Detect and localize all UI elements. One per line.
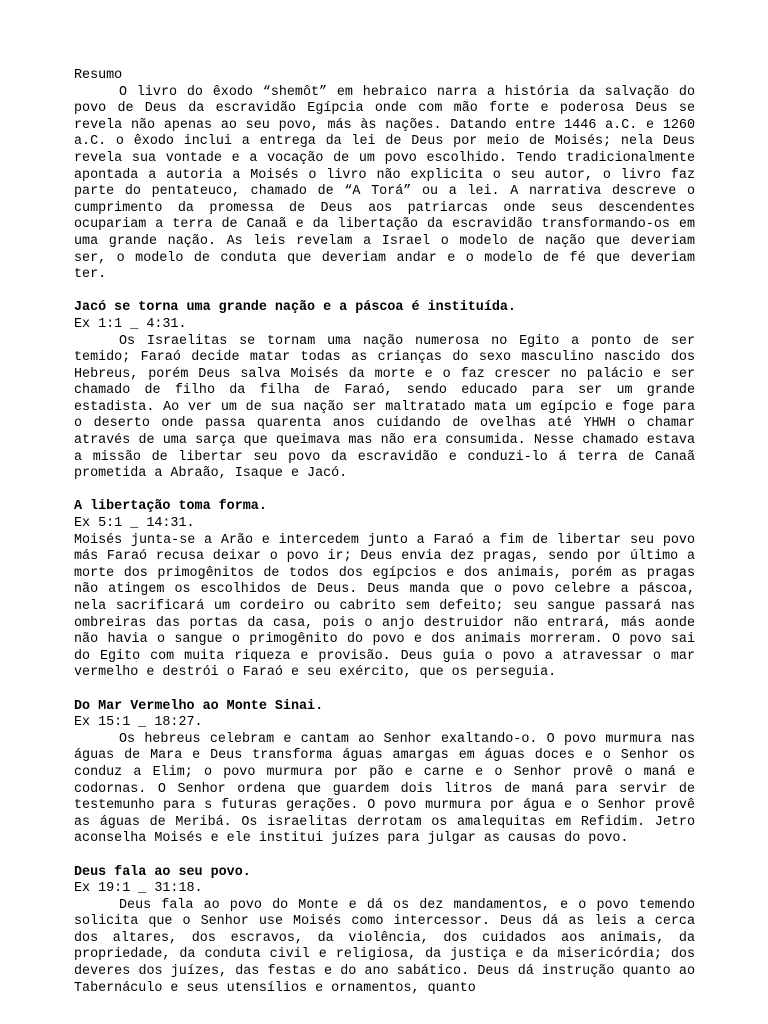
summary-paragraph: O livro do êxodo “shemôt” em hebraico narra a história da salvação do povo de Deus da escravidão Egípcia onde com mão forte e poderosa Deus se revela não apenas ao seu povo, más às nações. Datando entre 1446 a.C. e 1260 a.C. o êxodo inclui a entrega da lei de Deus por meio de Moisés; nela Deus revela sua vontade e a vocação de um povo escolhido. Tendo tradicionalmente apontada a autoria a Moisés o livro não explicita o seu autor, o livro faz parte do pentateuco, chamado de “A Torá” ou a lei. A narrativa descreve o cumprimento da promessa de Deus aos patriarcas onde seus descendentes ocupariam a terra de Canaã e da libertação da escravidão transformando-os em uma grande nação. As leis revelam a Israel o modelo de nação que deveriam ser, o modelo de conduta que deveriam andar e o modelo de fé que deveriam ter. [74,84,695,283]
section-paragraph-4: Deus fala ao povo do Monte e dá os dez mandamentos, e o povo temendo solicita que o Senhor use Moisés como intercessor. Deus dá as leis a cerca dos altares, dos escravos, da violência, dos cuidados aos animais, da propriedade, da conduta civil e religiosa, da justiça e da misericórdia; dos deveres dos juízes, das festas e do ano sabático. Deus dá instrução quanto ao Tabernáculo e seus utensílios e ornamentos, quanto [74,897,695,996]
section-heading-2: A libertação toma forma. [74,499,267,515]
section-paragraph-2: Moisés junta-se a Arão e intercedem junto a Faraó a fim de libertar seu povo más Faraó recusa deixar o povo ir; Deus envia dez pragas, sendo por último a morte dos primogênitos de todos dos egípcios e dos animais, porém as pragas não atingem os escolhidos de Deus. Deus manda que o povo celebre a páscoa, nela sacrificará um cordeiro ou cabrito sem defeito; seu sangue passará nas ombreiras das portas da casa, pois o anjo destruidor não entrará, más aonde não havia o sangue o primogênito do povo e dos animais morreram. O povo sai do Egito com muita riqueza e provisão. Deus guia o povo a atravessar o mar vermelho e destrói o Faraó e seu exército, que os perseguia. [74,532,695,681]
section-reference-4: Ex 19:1 _ 31:18. [74,881,203,897]
document-body [74,68,695,997]
section-reference-2: Ex 5:1 _ 14:31. [74,516,195,532]
summary-title: Resumo [74,68,123,83]
section-paragraph-3: Os hebreus celebram e cantam ao Senhor exaltando-o. O povo murmura nas águas de Mara e Deus transforma águas amargas em águas doces e o Senhor os conduz a Elim; o povo murmura por pão e carne e o Senhor provê o maná e codornas. O Senhor ordena que guardem dois litros de maná para servir de testemunho para s futuras gerações. O povo murmura por água e o Senhor provê as águas de Meribá. Os israelitas derrotam os amalequitas em Refidim. Jetro aconselha Moisés e ele institui juízes para julgar as causas do povo. [74,731,695,847]
section-heading-3: Do Mar Vermelho ao Monte Sinai. [74,698,324,714]
section-paragraph-1: Os Israelitas se tornam uma nação numerosa no Egito a ponto de ser temido; Faraó decide matar todas as crianças do sexo masculino nascido dos Hebreus, porém Deus salva Moisés da morte e o faz crescer no palácio e ser chamado de filho da filha de Faraó, sendo educado para ser um grande estadista. Ao ver um de sua nação ser maltratado mata um egípcio e foge para o deserto onde passa quarenta anos cuidando de ovelhas até YHWH o chamar através de uma sarça que queimava mas não era consumida. Nesse chamado estava a missão de libertar seu povo da escravidão e conduzi-lo á terra de Canaã prometida a Abraão, Isaque e Jacó. [74,333,695,482]
section-heading-1: Jacó se torna uma grande nação e a páscoa é instituída. [74,300,516,316]
section-reference-3: Ex 15:1 _ 18:27. [74,715,203,731]
section-reference-1: Ex 1:1 _ 4:31. [74,316,187,332]
section-heading-4: Deus fala ao seu povo. [74,864,251,880]
